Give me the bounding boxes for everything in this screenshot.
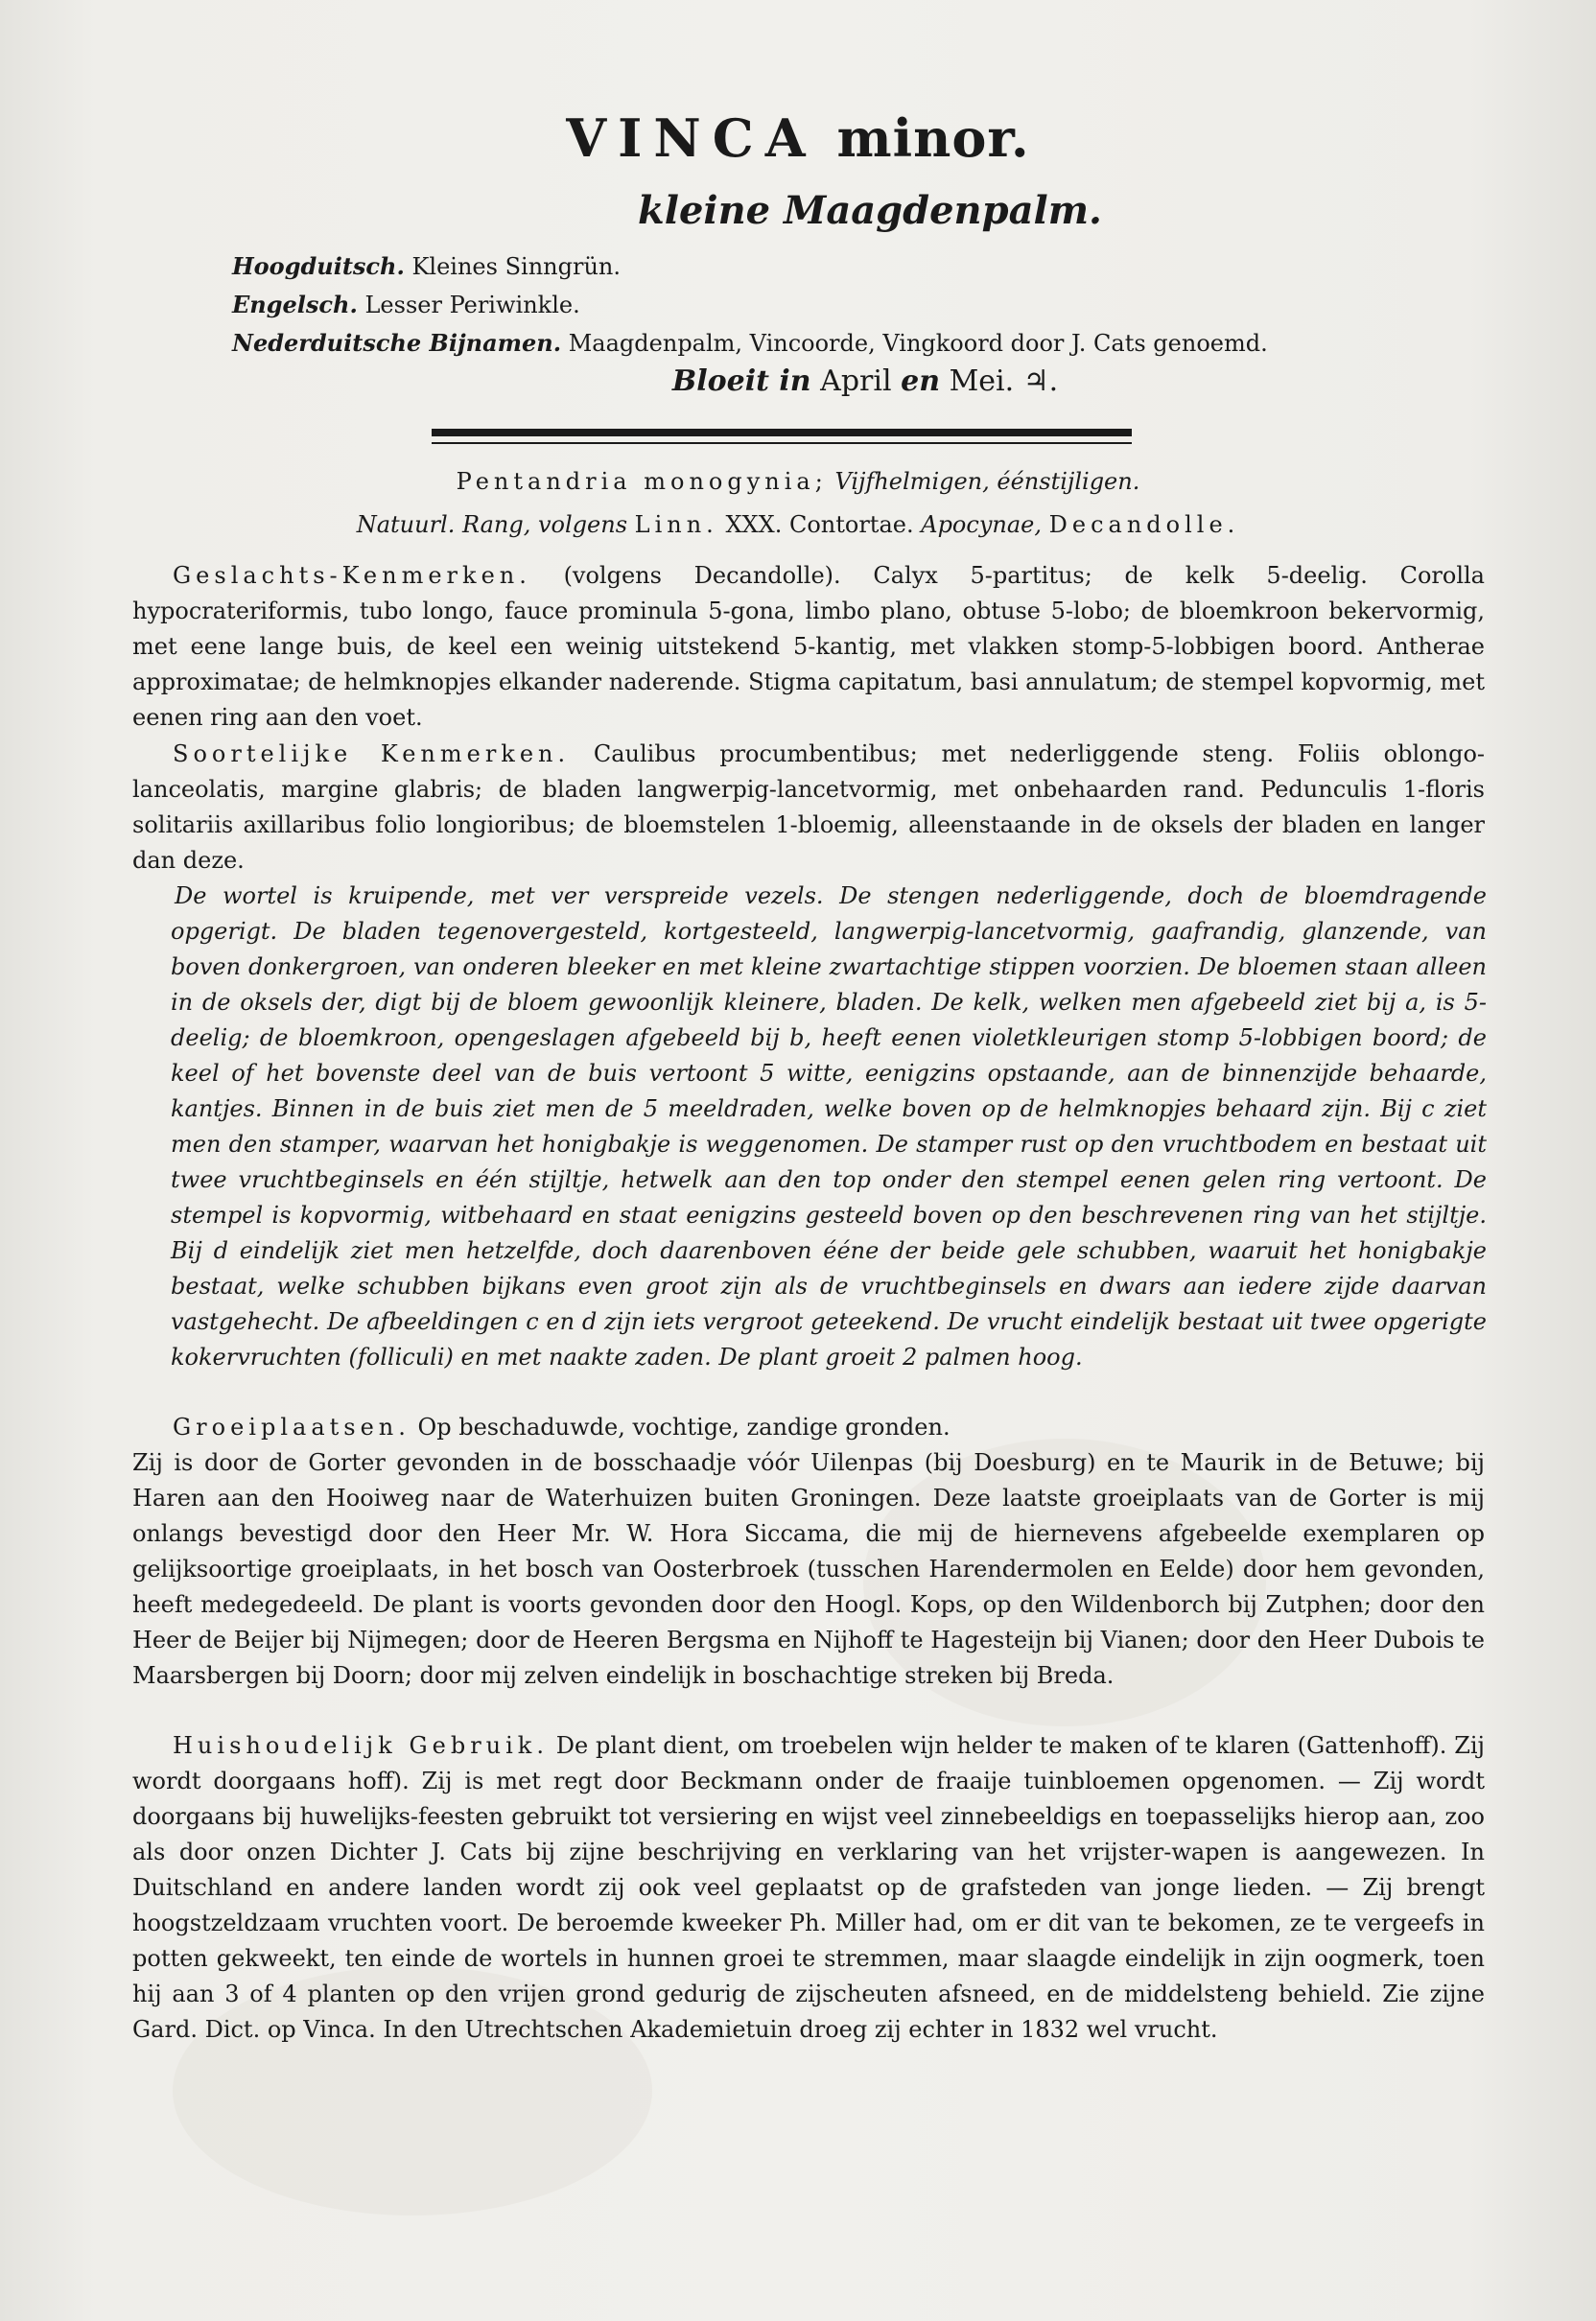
page-title <box>0 107 1596 169</box>
section-text: Op beschaduwde, vochtige, zandige gronden. <box>417 1414 951 1441</box>
bloom-conj: en <box>901 364 941 398</box>
perennial-symbol: ♃. <box>1022 364 1059 398</box>
divider-rule-thin <box>432 442 1132 444</box>
classification-dutch: Vijfhelmigen, éénstijligen. <box>834 468 1140 495</box>
name-text: Maagdenpalm, Vincoorde, Vingkoord door J. Cats genoemd. <box>568 330 1268 357</box>
section-heading: Huishoudelijk Gebruik. <box>173 1732 549 1759</box>
classification-natural <box>0 511 1596 538</box>
name-text: Kleines Sinngrün. <box>411 253 621 280</box>
habitat-section <box>132 1410 1485 1694</box>
name-label: Engelsch. <box>232 291 358 318</box>
section-heading: Geslachts-Kenmerken. <box>173 562 531 589</box>
classification-family: Apocynae, <box>921 511 1042 538</box>
classification-latin: Pentandria monogynia; <box>456 468 828 495</box>
genus-characteristics <box>132 558 1485 736</box>
name-line-dutch <box>232 324 1268 363</box>
name-label: Hoogduitsch. <box>232 252 405 280</box>
classification-linn: Linn. <box>634 511 718 538</box>
common-names <box>232 247 1268 363</box>
plant-description <box>171 879 1487 1375</box>
bloom-month2: Mei. <box>949 364 1015 398</box>
divider-rule <box>432 429 1132 436</box>
title-species: minor. <box>836 107 1030 169</box>
title-genus: VINCA <box>566 107 817 169</box>
name-label: Nederduitsche Bijnamen. <box>232 329 562 357</box>
name-text: Lesser Periwinkle. <box>364 292 580 318</box>
bloom-time <box>0 364 1596 398</box>
household-use-section <box>132 1728 1485 2048</box>
description-text: De wortel is kruipende, met ver verspreide vezels. De stengen nederliggende, doch de bloemdragende opgerigt. De bladen tegenovergesteld, kortgesteeld, langwerpig-lancetvormig, gaafrandig, glanzende, van boven donkergroen, van onderen bleeker en met kleine zwartachtige stippen voorzien. De bloemen staan alleen in de oksels der, digt bij de bloem gewoonlijk kleinere, bladen. De kelk, welken men afgebeeld ziet bij a, is 5-deelig; de bloemkroon, opengeslagen afgebeeld bij b, heeft eenen violetkleurigen stomp 5-lobbigen boord; de keel of het bovenste deel van de buis vertoont 5 witte, eenigzins opstaande, aan de binnenzijde behaarde, kantjes. Binnen in de buis ziet men de 5 meeldraden, welke boven op de helmknopjes behaard zijn. Bij c ziet men den stamper, waarvan het honigbakje is weggenomen. De stamper rust op den vruchtbodem en bestaat uit twee vruchtbeginsels en één stijltje, hetwelk aan den top onder den stempel eenen gelen ring vertoont. De stempel is kopvormig, witbehaard en staat eenigzins gesteeld boven op den beschrevenen ring van het stijltje. Bij d eindelijk ziet men hetzelfde, doch daarenboven ééne der beide gele schubben, waaruit het honigbakje bestaat, welke schubben bijkans even groot zijn als de vruchtbeginsels en dwars aan iedere zijde daarvan vastgehecht. De afbeeldingen c en d zijn iets vergroot geteekend. De vrucht eindelijk bestaat uit twee opgerigte kokervruchten (folliculi) en met naakte zaden. De plant groeit 2 palmen hoog. <box>171 882 1487 1371</box>
species-characteristics <box>132 737 1485 879</box>
section-heading: Groeiplaatsen. <box>173 1414 411 1441</box>
section-text: (volgens Decandolle). Calyx 5-partitus; de kelk 5-deelig. Corolla hypocrateriformis, tubo longo, fauce prominula 5-gona, limbo plano, obtuse 5-lobo; de bloemkroon bekervormig, met eene lange buis, de keel een weinig uitstekend 5-kantig, met vlakken stomp-5-lobbigen boord. Antherae approximatae; de helmknopjes elkander naderende. Stigma capitatum, basi annulatum; de stempel kopvormig, met eenen ring aan den voet. <box>132 562 1485 731</box>
page-subtitle: kleine Maagdenpalm. <box>638 188 1102 233</box>
bloom-month: April <box>820 364 892 398</box>
classification-order: XXX. Contortae. <box>725 511 914 538</box>
section-text: Caulibus procumbentibus; met nederliggende steng. Foliis oblongo-lanceolatis, margine glabris; de bladen langwerpig-lancetvormig, met onbehaarden rand. Pedunculis 1-floris solitariis axillaribus folio longioribus; de bloemstelen 1-bloemig, alleenstaande in de oksels der bladen en langer dan deze. <box>132 740 1485 874</box>
section-text: De plant dient, om troebelen wijn helder te maken of te klaren (Gattenhoff). Zij wordt doorgaans hoff). Zij is met regt door Beckmann onder de fraaije tuinbloemen opgenomen. — Zij wordt doorgaans bij huwelijks-feesten gebruikt tot versiering en wijst veel zinnebeeldigs en toepasselijks hierop aan, zoo als door onzen Dichter J. Cats bij zijne beschrijving en verklaring van het vrijster-wapen is aangewezen. In Duitschland en andere landen wordt zij ook veel geplaatst op de grafsteden van jonge lieden. — Zij brengt hoogstzeldzaam vruchten voort. De beroemde kweeker Ph. Miller had, om er dit van te bekomen, ze te vergeefs in potten gekweekt, ten einde de wortels in hunnen groei te stremmen, maar slaagde eindelijk in zijn oogmerk, toen hij aan 3 of 4 planten op den vrijen grond gedurig de zijscheuten afsneed, en de middelsteng behield. Zie zijne Gard. Dict. op Vinca. In den Utrechtschen Akademietuin droeg zij echter in 1832 wel vrucht. <box>132 1732 1485 2043</box>
name-line-english <box>232 286 1268 324</box>
name-line-german <box>232 247 1268 286</box>
classification-rank: Natuurl. Rang, volgens <box>356 511 628 538</box>
classification-linnaean <box>0 468 1596 495</box>
habitat-details: Zij is door de Gorter gevonden in de bosschaadje vóór Uilenpas (bij Doesburg) en te Maurik in de Betuwe; bij Haren aan den Hooiweg naar de Waterhuizen buiten Groningen. Deze laatste groeiplaats van de Gorter is mij onlangs bevestigd door den Heer Mr. W. Hora Siccama, die mij de hiernevens afgebeelde exemplaren op gelijksoortige groeiplaats, in het bosch van Oosterbroek (tusschen Harendermolen en Eelde) door hem gevonden, heeft medegedeeld. De plant is voorts gevonden door den Hoogl. Kops, op den Wildenborch bij Zutphen; door den Heer de Beijer bij Nijmegen; door de Heeren Bergsma en Nijhoff te Hagesteijn bij Vianen; door den Heer Dubois te Maarsbergen bij Doorn; door mij zelven eindelijk in boschachtige streken bij Breda. <box>132 1449 1485 1689</box>
bloom-prefix: Bloeit in <box>671 364 811 398</box>
classification-author: Decandolle. <box>1048 511 1240 538</box>
section-heading: Soortelijke Kenmerken. <box>173 740 571 767</box>
